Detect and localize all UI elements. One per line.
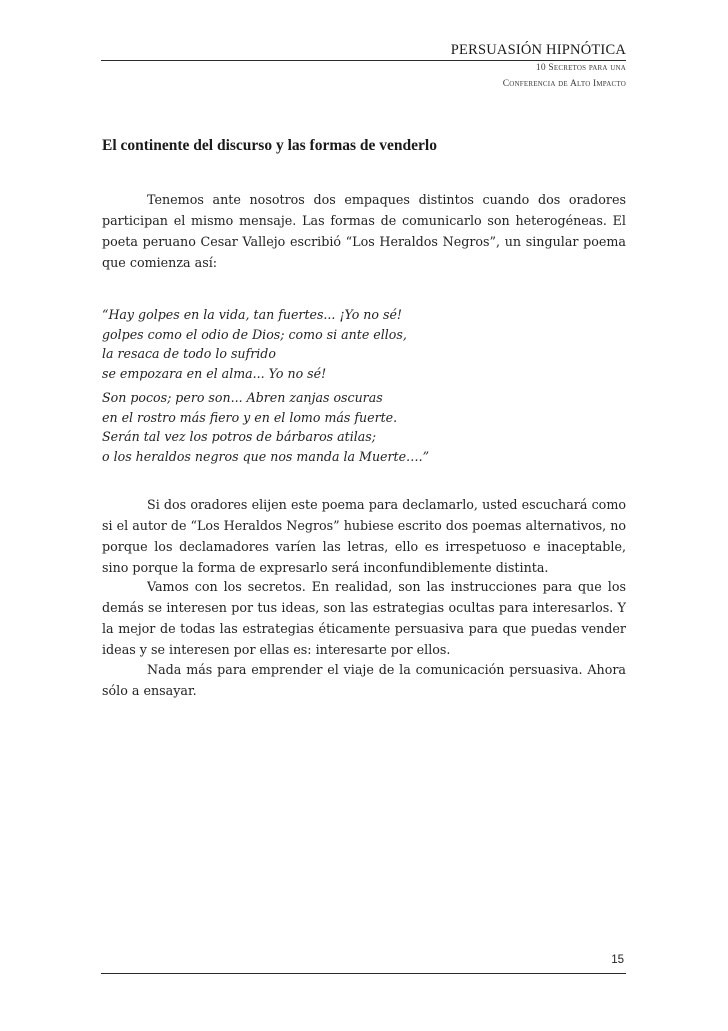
paragraph-two-orators: Si dos oradores elijen este poema para declamarlo, usted escuchará como si el autor de “Los Heraldos Negros” hubiese escrito dos poemas alternativos, no porque los declamadores varíen las letras, ello es irrespetuoso e inaceptable, sino porque la forma de expresarlo será inconfundiblemente distinta. [102,497,626,575]
paragraph-closing: Nada más para emprender el viaje de la comunicación persuasiva. Ahora sólo a ensayar. [102,662,626,698]
page-number: 15 [611,954,624,966]
poem-stanza-2 [102,388,626,466]
running-header-title: PERSUASIÓN HIPNÓTICA [450,42,626,58]
poem-line: “Hay golpes en la vida, tan fuertes... ¡Yo no sé! [102,307,402,322]
section-heading: El continente del discurso y las formas de venderlo [102,137,437,154]
poem-line: la resaca de todo lo sufrido [102,346,276,361]
header-rule [101,60,626,61]
poem-line: se empozara en el alma... Yo no sé! [102,365,327,381]
paragraph-secrets: Vamos con los secretos. En realidad, son las instrucciones para que los demás se interesen por tus ideas, son las estrategias ocultas para interesarlos. Y la mejor de todas las estrategias éticamente persuasiva para que puedas vender ideas y se interesen por ellas es: interesarte por ellos. [102,579,626,657]
poem-line: o los heraldos negros que nos manda la Muerte….” [102,448,430,464]
paragraph-intro: Tenemos ante nosotros dos empaques distintos cuando dos oradores participan el mismo mensaje. Las formas de comunicarlo son heterogéneas. El poeta peruano Cesar Vallejo escribió “Los Heraldos Negros”, un singular poema que comienza así: [102,192,626,270]
poem-line: en el rostro más fiero y en el lomo más fuerte. [102,409,398,425]
poem-line: golpes como el odio de Dios; como si ante ellos, [102,326,407,342]
footer-rule [101,973,626,974]
poem-stanza-1 [102,305,626,383]
running-header-subtitle-line2: Conferencia de Alto Impacto [502,79,626,89]
poem-line: Serán tal vez los potros de bárbaros atilas; [102,429,376,444]
poem-line: Son pocos; pero son... Abren zanjas oscuras [102,390,383,405]
running-header-subtitle-line1: 10 Secretos para una [535,63,626,73]
